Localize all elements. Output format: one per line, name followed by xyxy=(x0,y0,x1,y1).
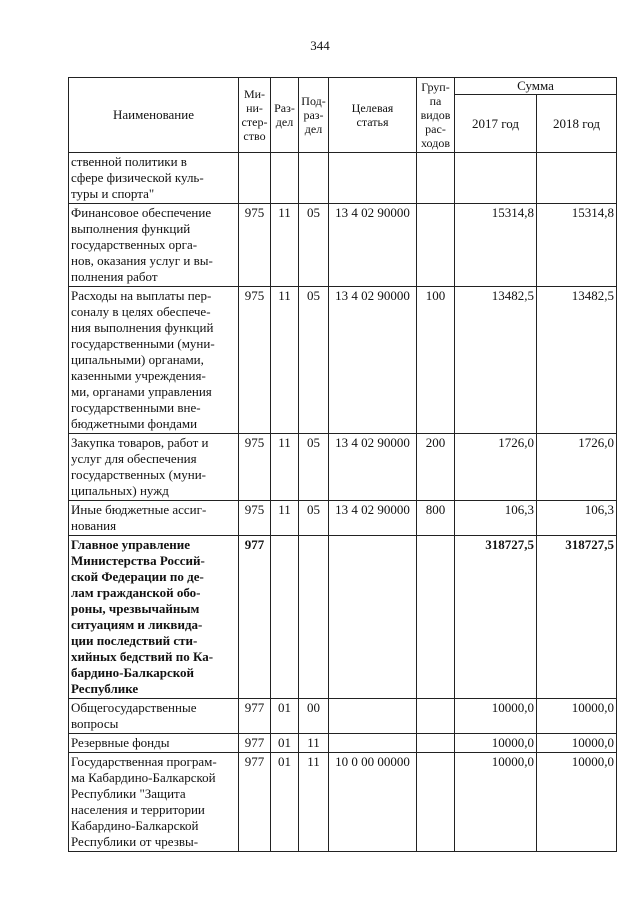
cell-name: Общегосударственные вопросы xyxy=(69,699,239,734)
cell-group xyxy=(417,699,455,734)
cell-ministry: 977 xyxy=(239,699,271,734)
cell-2018 xyxy=(537,153,617,204)
cell-name: Финансовое обеспечение выполнения функций государственных орга- нов, оказания услуг и вы- полнения работ xyxy=(69,204,239,287)
cell-target xyxy=(329,536,417,699)
cell-subsection xyxy=(299,536,329,699)
cell-target xyxy=(329,734,417,753)
cell-section xyxy=(271,536,299,699)
cell-ministry: 975 xyxy=(239,501,271,536)
cell-group xyxy=(417,753,455,852)
table-row xyxy=(69,501,617,536)
cell-section: 01 xyxy=(271,753,299,852)
cell-ministry: 975 xyxy=(239,434,271,501)
header-2017: 2017 год xyxy=(455,95,537,153)
cell-2018: 15314,8 xyxy=(537,204,617,287)
cell-name: Государственная програм- ма Кабардино-Балкарской Республики "Защита населения и территории Кабардино-Балкарской Республики от чрезвы- xyxy=(69,753,239,852)
table-row xyxy=(69,734,617,753)
cell-2017: 13482,5 xyxy=(455,287,537,434)
cell-subsection: 11 xyxy=(299,734,329,753)
cell-target: 13 4 02 90000 xyxy=(329,287,417,434)
cell-group: 800 xyxy=(417,501,455,536)
cell-2018: 10000,0 xyxy=(537,699,617,734)
cell-section: 11 xyxy=(271,434,299,501)
cell-name: ственной политики в сфере физической куль- туры и спорта" xyxy=(69,153,239,204)
table-row xyxy=(69,699,617,734)
cell-subsection: 05 xyxy=(299,204,329,287)
cell-ministry: 977 xyxy=(239,536,271,699)
cell-target: 10 0 00 00000 xyxy=(329,753,417,852)
cell-2018: 106,3 xyxy=(537,501,617,536)
header-group: Груп- па видов рас- ходов xyxy=(417,78,455,153)
cell-2017: 10000,0 xyxy=(455,734,537,753)
cell-group: 200 xyxy=(417,434,455,501)
header-ministry: Ми- ни- стер- ство xyxy=(239,78,271,153)
cell-name: Закупка товаров, работ и услуг для обеспечения государственных (муни- ципальных) нужд xyxy=(69,434,239,501)
cell-target xyxy=(329,153,417,204)
header-name: Наименование xyxy=(69,78,239,153)
cell-ministry xyxy=(239,153,271,204)
header-target: Целевая статья xyxy=(329,78,417,153)
cell-section: 01 xyxy=(271,734,299,753)
table-row xyxy=(69,287,617,434)
table-row xyxy=(69,153,617,204)
cell-name: Главное управление Министерства Россий- ской Федерации по де- лам гражданской обо- роны, чрезвычайным ситуациям и ликвида- ции последствий сти- хийных бедствий по Ка- бардино-Балкарской Республике xyxy=(69,536,239,699)
cell-name: Иные бюджетные ассиг- нования xyxy=(69,501,239,536)
cell-subsection xyxy=(299,153,329,204)
table-row xyxy=(69,434,617,501)
table-row xyxy=(69,536,617,699)
cell-section: 11 xyxy=(271,501,299,536)
cell-target: 13 4 02 90000 xyxy=(329,434,417,501)
cell-group: 100 xyxy=(417,287,455,434)
cell-2017: 15314,8 xyxy=(455,204,537,287)
cell-subsection: 05 xyxy=(299,501,329,536)
cell-subsection: 05 xyxy=(299,434,329,501)
cell-subsection: 00 xyxy=(299,699,329,734)
cell-2017: 10000,0 xyxy=(455,699,537,734)
cell-target: 13 4 02 90000 xyxy=(329,501,417,536)
cell-ministry: 975 xyxy=(239,287,271,434)
cell-subsection: 11 xyxy=(299,753,329,852)
cell-2017: 1726,0 xyxy=(455,434,537,501)
cell-2018: 318727,5 xyxy=(537,536,617,699)
table-row xyxy=(69,753,617,852)
header-subsection: Под- раз- дел xyxy=(299,78,329,153)
cell-name: Резервные фонды xyxy=(69,734,239,753)
cell-target: 13 4 02 90000 xyxy=(329,204,417,287)
cell-2018: 10000,0 xyxy=(537,734,617,753)
cell-2017: 106,3 xyxy=(455,501,537,536)
cell-ministry: 977 xyxy=(239,734,271,753)
cell-group xyxy=(417,536,455,699)
cell-ministry: 977 xyxy=(239,753,271,852)
cell-section: 11 xyxy=(271,287,299,434)
cell-subsection: 05 xyxy=(299,287,329,434)
cell-2017 xyxy=(455,153,537,204)
page-number: 344 xyxy=(310,38,330,53)
cell-section: 11 xyxy=(271,204,299,287)
cell-target xyxy=(329,699,417,734)
cell-group xyxy=(417,734,455,753)
header-sum: Сумма xyxy=(455,78,617,95)
header-2018: 2018 год xyxy=(537,95,617,153)
cell-ministry: 975 xyxy=(239,204,271,287)
header-section: Раз- дел xyxy=(271,78,299,153)
cell-group xyxy=(417,204,455,287)
cell-2018: 13482,5 xyxy=(537,287,617,434)
cell-2017: 318727,5 xyxy=(455,536,537,699)
cell-2018: 10000,0 xyxy=(537,753,617,852)
cell-group xyxy=(417,153,455,204)
cell-section: 01 xyxy=(271,699,299,734)
budget-table xyxy=(68,77,617,852)
cell-2018: 1726,0 xyxy=(537,434,617,501)
cell-name: Расходы на выплаты пер- соналу в целях обеспече- ния выполнения функций государственными (муни- ципальными) органами, казенными учреждения- ми, органами управления государственными вне- бюджетными фондами xyxy=(69,287,239,434)
cell-2017: 10000,0 xyxy=(455,753,537,852)
table-row xyxy=(69,204,617,287)
cell-section xyxy=(271,153,299,204)
